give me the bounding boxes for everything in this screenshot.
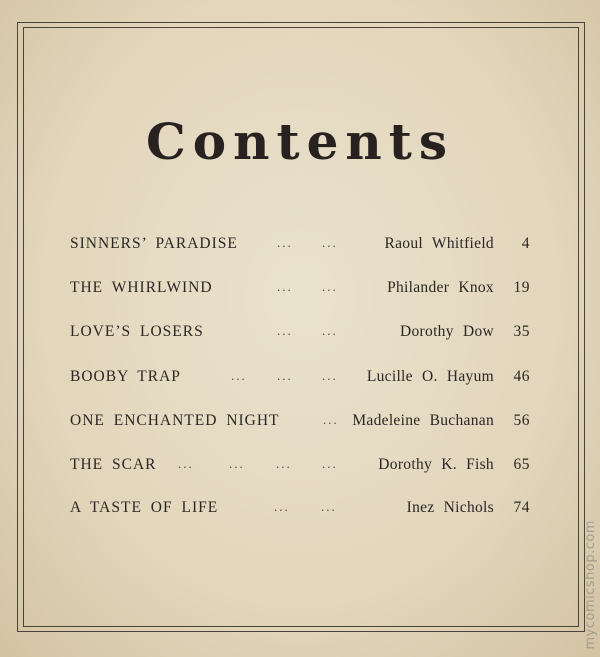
leader-dots: ... xyxy=(229,456,245,471)
story-title: ONE ENCHANTED NIGHT xyxy=(70,412,280,429)
story-author: Inez Nichols xyxy=(406,499,494,516)
toc-entry xyxy=(0,235,600,259)
page-number: 56 xyxy=(513,412,530,429)
toc-entry xyxy=(0,368,600,392)
story-title: THE WHIRLWIND xyxy=(70,279,213,296)
leader-dots: ... xyxy=(277,279,293,294)
leader-dots: ... xyxy=(277,368,293,383)
leader-dots: ... xyxy=(323,412,339,427)
story-author: Philander Knox xyxy=(387,279,494,296)
story-author: Raoul Whitfield xyxy=(384,235,494,252)
leader-dots: ... xyxy=(274,499,290,514)
leader-dots: ... xyxy=(178,456,194,471)
toc-entry xyxy=(0,279,600,303)
story-title: A TASTE OF LIFE xyxy=(70,499,219,516)
story-author: Dorothy Dow xyxy=(400,323,494,340)
story-title: LOVE’S LOSERS xyxy=(70,323,204,340)
page-number: 74 xyxy=(513,499,530,516)
leader-dots: ... xyxy=(322,456,338,471)
leader-dots: ... xyxy=(277,235,293,250)
story-author: Lucille O. Hayum xyxy=(366,368,494,385)
page-number: 46 xyxy=(513,368,530,385)
page-number: 19 xyxy=(513,279,530,296)
leader-dots: ... xyxy=(322,323,338,338)
leader-dots: ... xyxy=(277,323,293,338)
leader-dots: ... xyxy=(322,279,338,294)
toc-entry xyxy=(0,323,600,347)
leader-dots: ... xyxy=(276,456,292,471)
leader-dots: ... xyxy=(321,499,337,514)
leader-dots: ... xyxy=(231,368,247,383)
story-title: SINNERS’ PARADISE xyxy=(70,235,238,252)
contents-heading: Contents xyxy=(145,112,454,171)
page-number: 65 xyxy=(513,456,530,473)
page-number: 4 xyxy=(521,235,530,252)
leader-dots: ... xyxy=(322,368,338,383)
page-number: 35 xyxy=(513,323,530,340)
toc-entry xyxy=(0,412,600,436)
toc-entry xyxy=(0,499,600,523)
leader-dots: ... xyxy=(322,235,338,250)
toc-entry xyxy=(0,456,600,480)
story-title: BOOBY TRAP xyxy=(70,368,181,385)
story-title: THE SCAR xyxy=(70,456,157,473)
story-author: Madeleine Buchanan xyxy=(352,412,494,429)
watermark: mycomicshop.com xyxy=(583,519,598,649)
story-author: Dorothy K. Fish xyxy=(378,456,494,473)
